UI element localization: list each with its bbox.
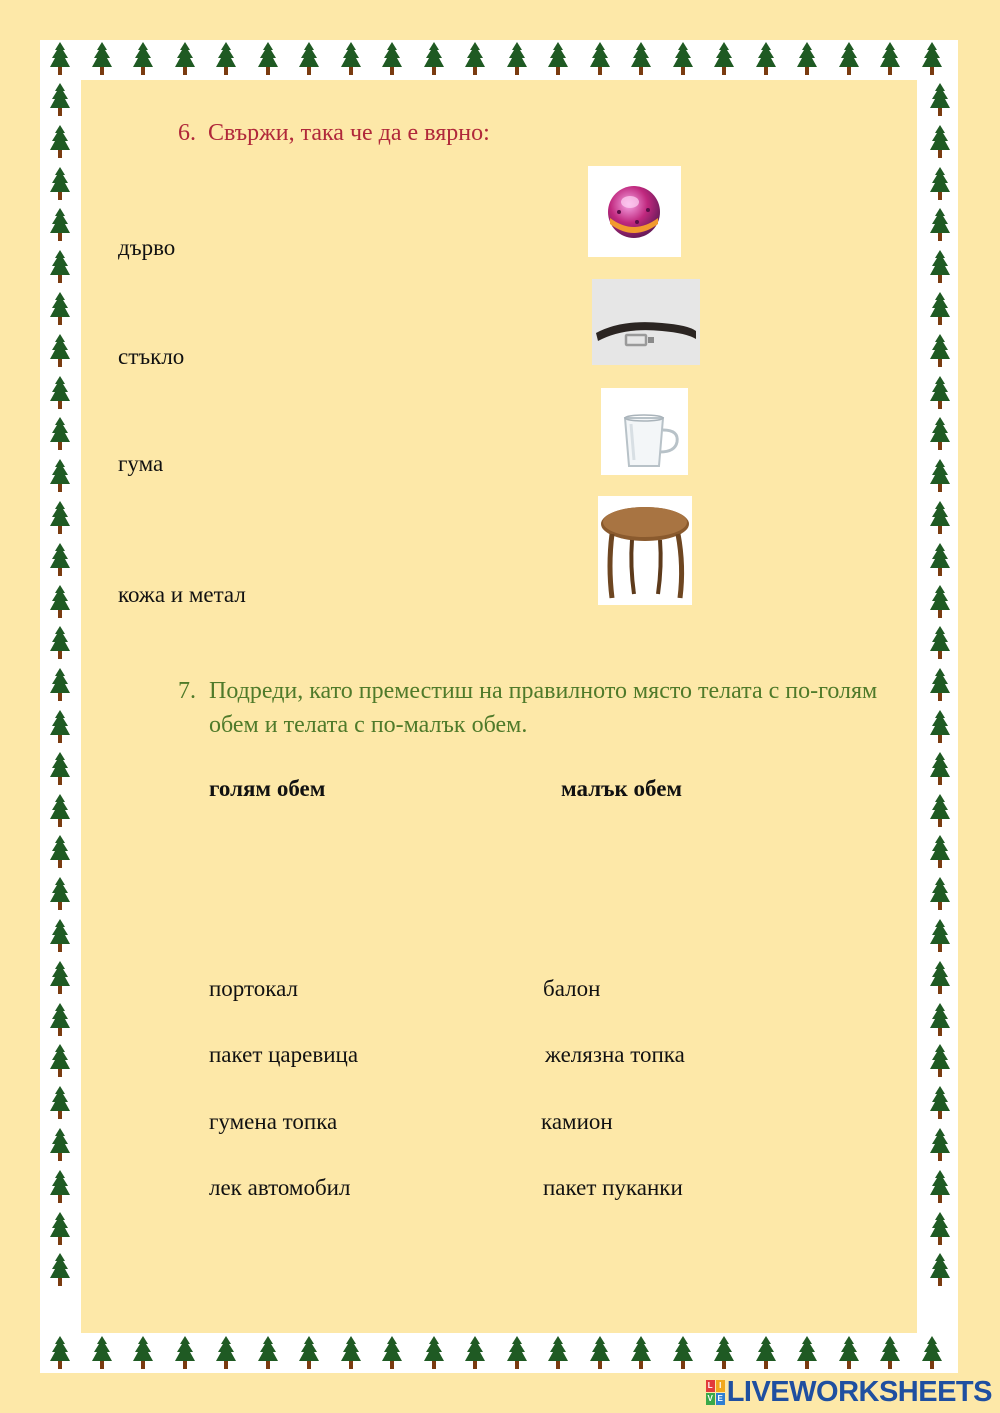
- tree-icon: [49, 1086, 71, 1120]
- tree-icon: [49, 919, 71, 953]
- tree-icon: [929, 376, 951, 410]
- tree-icon: [298, 1336, 320, 1370]
- tree-icon: [506, 1336, 528, 1370]
- tree-icon: [49, 83, 71, 117]
- tree-icon: [423, 1336, 445, 1370]
- column-header-big-volume: голям обем: [209, 776, 326, 801]
- task6-instruction: Свържи, така че да е вярно:: [208, 120, 490, 146]
- tree-icon: [929, 835, 951, 869]
- brand-name: LIVEWORKSHEETS: [726, 1375, 992, 1408]
- tree-icon: [672, 1336, 694, 1370]
- tree-icon: [929, 1170, 951, 1204]
- tree-icon: [340, 42, 362, 76]
- task7-number: 7.: [178, 678, 196, 704]
- tree-icon: [132, 42, 154, 76]
- tree-icon: [49, 668, 71, 702]
- tree-icon: [929, 752, 951, 786]
- tree-icon: [929, 1212, 951, 1246]
- tree-icon: [929, 459, 951, 493]
- tree-icon: [91, 42, 113, 76]
- tree-icon: [49, 501, 71, 535]
- tree-icon: [713, 1336, 735, 1370]
- tree-icon: [298, 42, 320, 76]
- tree-icon: [49, 877, 71, 911]
- tree-icon: [49, 1212, 71, 1246]
- tree-icon: [49, 1336, 71, 1370]
- tree-icon: [630, 42, 652, 76]
- tree-icon: [49, 543, 71, 577]
- tree-icon: [506, 42, 528, 76]
- tree-icon: [257, 1336, 279, 1370]
- material-label-leather-metal[interactable]: кожа и метал: [118, 582, 246, 607]
- tree-icon: [929, 626, 951, 660]
- tree-icon: [879, 42, 901, 76]
- task7-instruction: Подреди, като преместиш на правилното място телата с по-голям обем и телата с по-малък обем.: [209, 678, 878, 738]
- tree-icon: [49, 376, 71, 410]
- tree-icon: [929, 83, 951, 117]
- tree-icon: [879, 1336, 901, 1370]
- drag-item-corn-packet[interactable]: пакет царевица: [209, 1042, 359, 1067]
- tree-icon: [672, 42, 694, 76]
- tree-icon: [49, 459, 71, 493]
- task6-number: 6.: [178, 120, 196, 146]
- tree-icon: [464, 42, 486, 76]
- tree-icon: [132, 1336, 154, 1370]
- tree-icon: [49, 1128, 71, 1162]
- tree-icon: [49, 585, 71, 619]
- tree-icon: [929, 543, 951, 577]
- tree-icon: [929, 919, 951, 953]
- tree-icon: [49, 835, 71, 869]
- tree-icon: [381, 1336, 403, 1370]
- tree-icon: [49, 1044, 71, 1078]
- tree-icon: [929, 1128, 951, 1162]
- drag-item-rubber-ball[interactable]: гумена топка: [209, 1109, 338, 1134]
- glass-cup-image[interactable]: [601, 388, 688, 475]
- tree-icon: [49, 250, 71, 284]
- tree-icon: [929, 1003, 951, 1037]
- tree-icon: [174, 1336, 196, 1370]
- material-label-rubber[interactable]: гума: [118, 451, 164, 476]
- tree-icon: [929, 1253, 951, 1287]
- tree-icon: [929, 877, 951, 911]
- tree-icon: [929, 585, 951, 619]
- tree-icon: [423, 42, 445, 76]
- drag-item-balloon[interactable]: балон: [543, 976, 601, 1001]
- tree-icon: [921, 42, 943, 76]
- tree-icon: [838, 42, 860, 76]
- wooden-table-image[interactable]: [598, 496, 692, 605]
- belt-image[interactable]: [592, 279, 700, 365]
- drag-item-orange[interactable]: портокал: [209, 976, 298, 1001]
- tree-icon: [49, 961, 71, 995]
- tree-icon: [755, 42, 777, 76]
- tree-icon: [49, 167, 71, 201]
- tree-icon: [929, 208, 951, 242]
- tree-icon: [589, 1336, 611, 1370]
- tree-icon: [257, 42, 279, 76]
- tree-icon: [838, 1336, 860, 1370]
- tree-icon: [929, 501, 951, 535]
- tree-icon: [929, 250, 951, 284]
- tree-icon: [174, 42, 196, 76]
- tree-icon: [547, 42, 569, 76]
- tree-icon: [929, 1044, 951, 1078]
- tree-icon: [49, 334, 71, 368]
- tree-icon: [929, 1086, 951, 1120]
- drag-item-iron-ball[interactable]: желязна топка: [545, 1042, 685, 1067]
- tree-icon: [713, 42, 735, 76]
- tree-icon: [929, 334, 951, 368]
- tree-icon: [49, 794, 71, 828]
- tree-icon: [929, 167, 951, 201]
- column-header-small-volume: малък обем: [561, 776, 683, 801]
- tree-icon: [929, 292, 951, 326]
- drag-item-truck[interactable]: камион: [541, 1109, 613, 1134]
- ball-image[interactable]: [588, 166, 681, 257]
- tree-icon: [49, 710, 71, 744]
- tree-icon: [929, 125, 951, 159]
- tree-icon: [49, 1003, 71, 1037]
- tree-icon: [381, 42, 403, 76]
- tree-icon: [49, 417, 71, 451]
- tree-icon: [49, 42, 71, 76]
- tree-icon: [589, 42, 611, 76]
- tree-icon: [929, 417, 951, 451]
- tree-icon: [547, 1336, 569, 1370]
- logo-mark-icon: L I V E: [707, 1380, 723, 1403]
- material-label-glass[interactable]: стъкло: [118, 344, 185, 369]
- tree-icon: [49, 1253, 71, 1287]
- tree-icon: [929, 710, 951, 744]
- tree-icon: [464, 1336, 486, 1370]
- tree-icon: [49, 125, 71, 159]
- tree-icon: [215, 1336, 237, 1370]
- tree-icon: [796, 42, 818, 76]
- tree-icon: [49, 752, 71, 786]
- tree-icon: [929, 668, 951, 702]
- tree-icon: [796, 1336, 818, 1370]
- tree-icon: [929, 961, 951, 995]
- tree-icon: [340, 1336, 362, 1370]
- material-label-wood[interactable]: дърво: [118, 235, 176, 260]
- liveworksheets-logo: [706, 1377, 992, 1407]
- tree-icon: [755, 1336, 777, 1370]
- tree-icon: [215, 42, 237, 76]
- tree-icon: [921, 1336, 943, 1370]
- tree-icon: [630, 1336, 652, 1370]
- task6-heading: [178, 120, 490, 147]
- task7-heading: [178, 674, 888, 742]
- drag-item-car[interactable]: лек автомобил: [209, 1175, 351, 1200]
- tree-icon: [929, 794, 951, 828]
- tree-icon: [49, 626, 71, 660]
- tree-icon: [91, 1336, 113, 1370]
- tree-icon: [49, 208, 71, 242]
- drag-item-popcorn-packet[interactable]: пакет пуканки: [543, 1175, 683, 1200]
- tree-icon: [49, 1170, 71, 1204]
- tree-icon: [49, 292, 71, 326]
